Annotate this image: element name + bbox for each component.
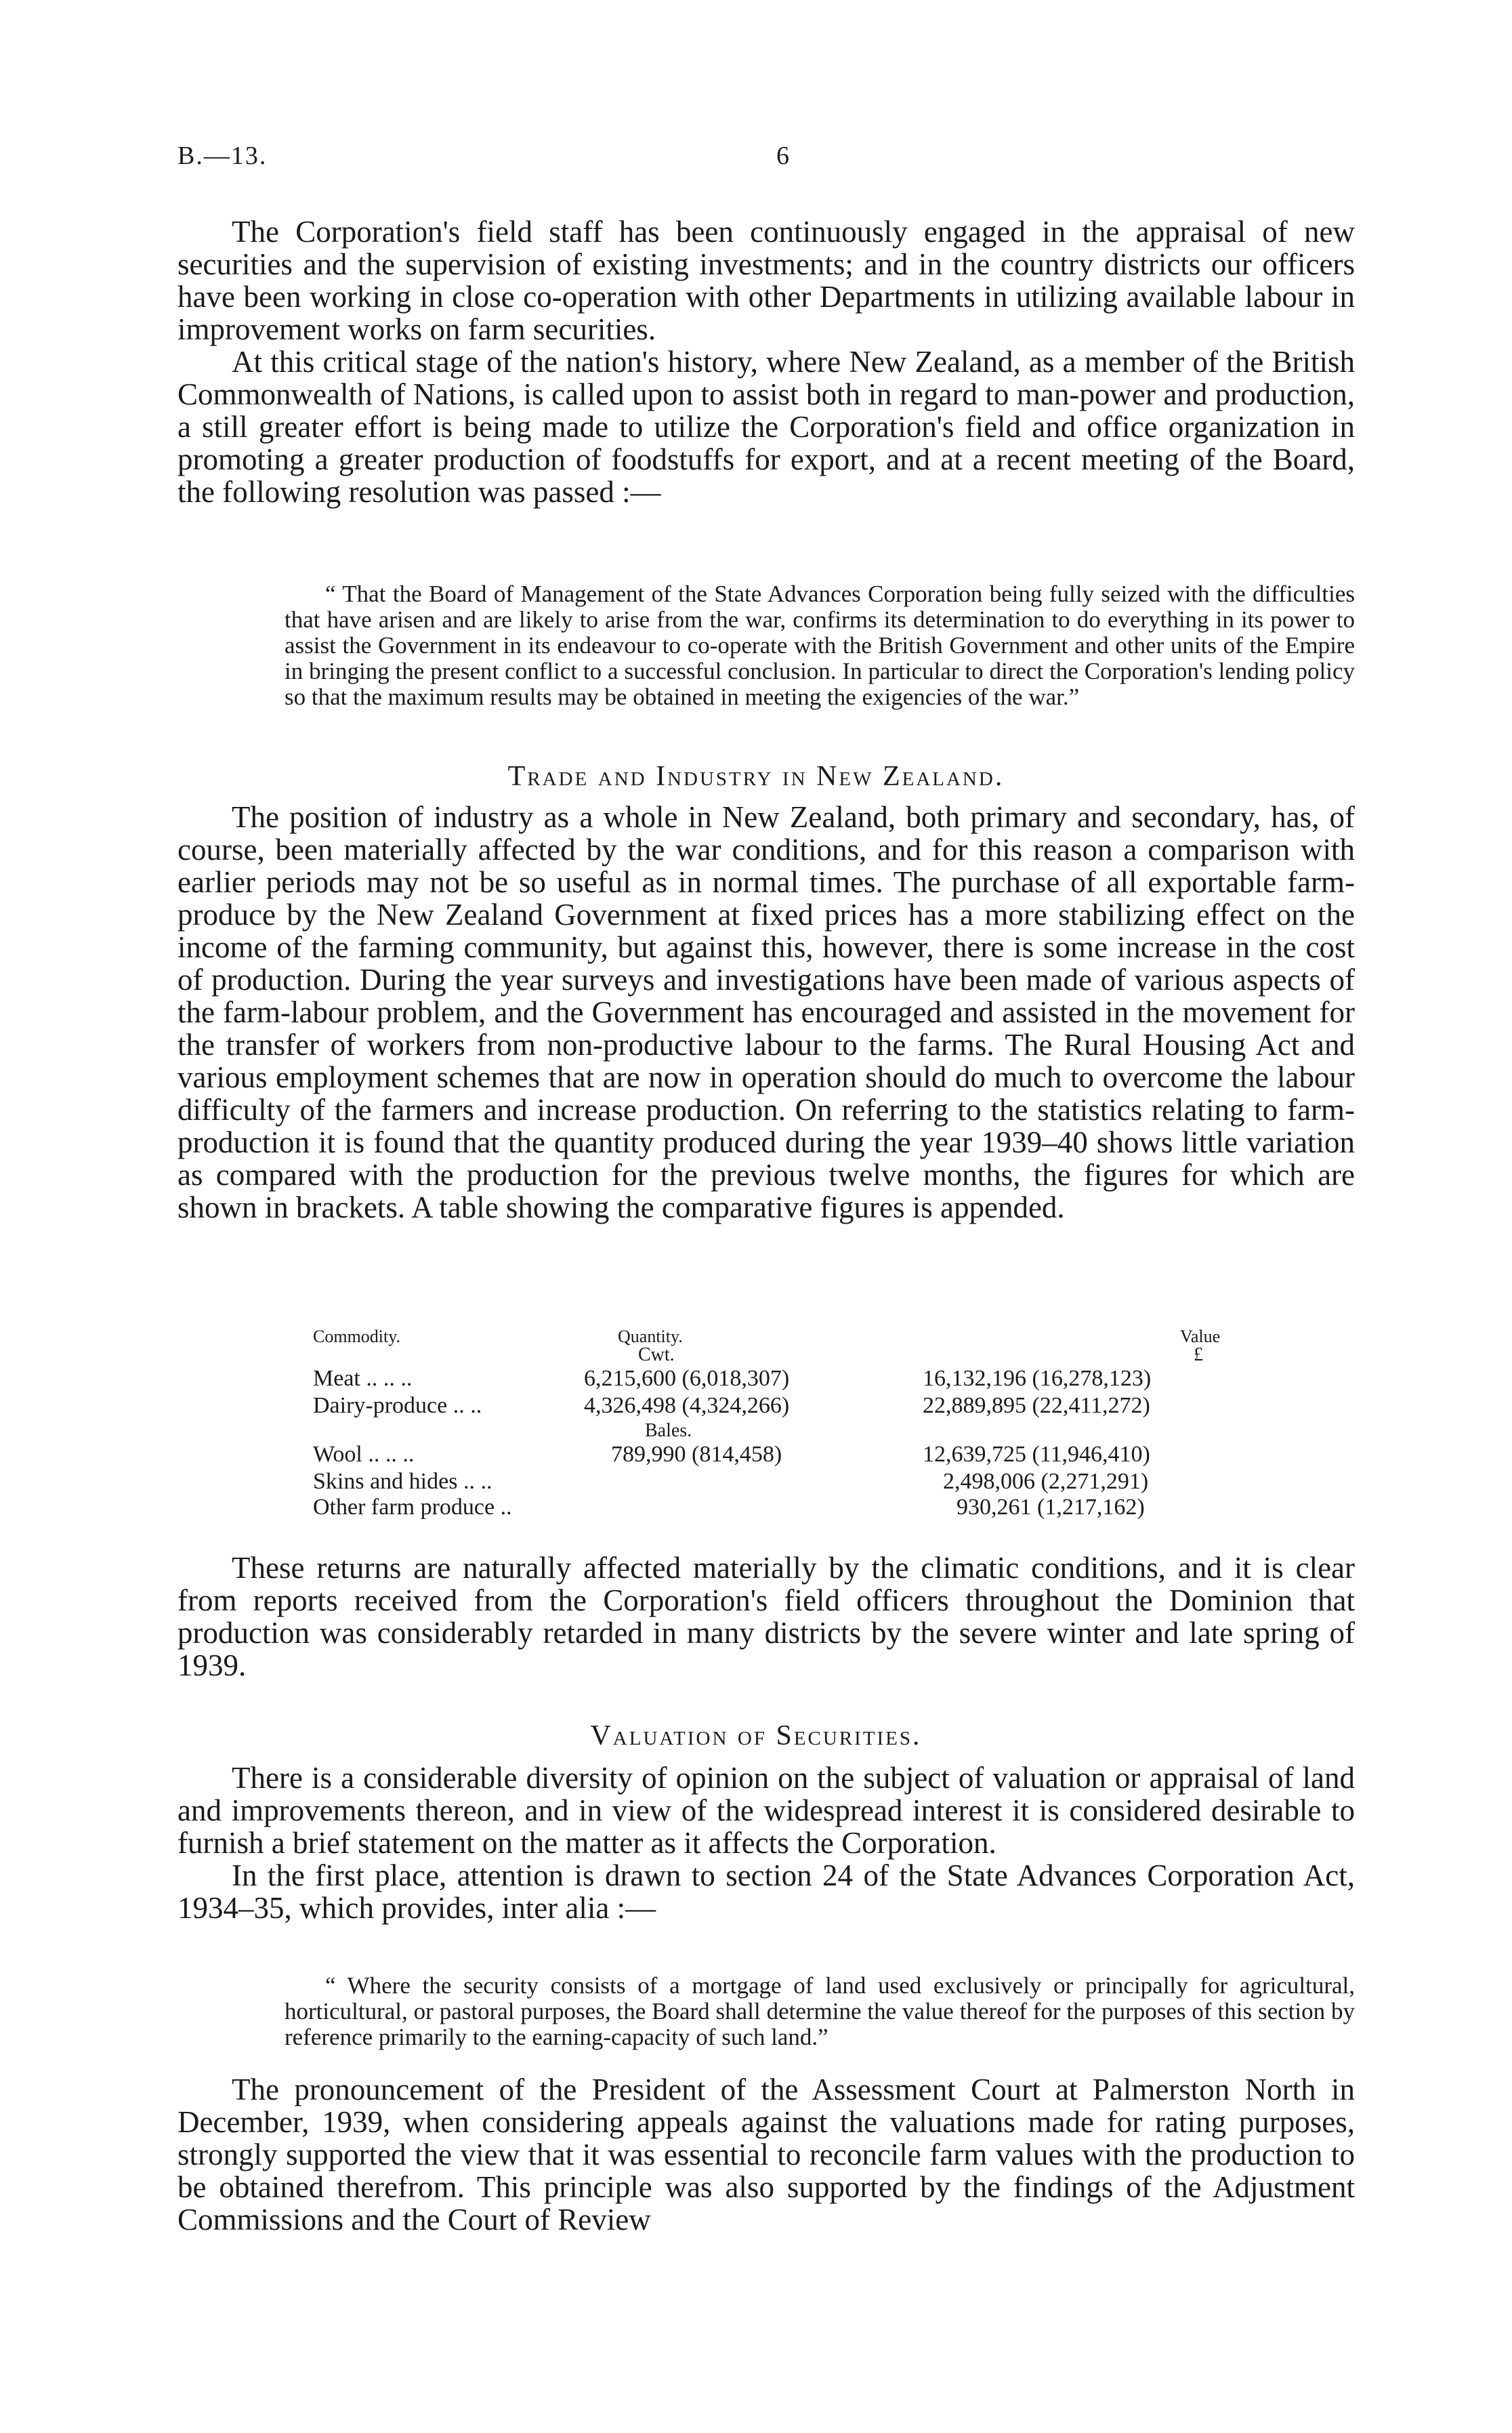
production-table (177, 1327, 1355, 1520)
table-row (177, 1366, 1355, 1394)
unit-cwt: Cwt. (638, 1344, 675, 1365)
heading-valuation: Valuation of Securities. (590, 1720, 922, 1751)
value-cell: 2,498,006 (2,271,291) (943, 1469, 1149, 1494)
trade-paragraph-block (177, 801, 1355, 1224)
quantity-cell: 6,215,600 (6,018,307) (584, 1366, 790, 1391)
page-number: 6 (776, 142, 789, 170)
value-cell: 12,639,725 (11,946,410) (923, 1442, 1150, 1467)
paragraph-critical-stage: At this critical stage of the nation's history, where New Zealand, as a member of the British Commonwealth of Nations, is called upon to assist both in regard to man-power and production, a still greater effort is being made to utilize the Corporation's field and office organization in promoting a greater production of foodstuffs for export, and at a recent meeting of the Board, the following resolution was passed :— (177, 345, 1355, 509)
unit-pounds: £ (1194, 1344, 1203, 1365)
paragraph-valuation: There is a considerable diversity of opinion on the subject of valuation or appraisal of land and improvements thereon, and in view of the widespread interest it is considered desirable to furnish a brief statement on the matter as it affects the Corporation. (177, 1761, 1355, 1860)
section-quote (285, 1973, 1355, 2050)
paragraph-pronouncement: The pronouncement of the President of the Assessment Court at Palmerston North in December, 1939, when considering appeals against the valuations made for rating purposes, strongly supported the view that it was essential to reconcile farm values with the production to be obtained therefrom. This principle was also supported by the findings of the Adjustment Commissions and the Court of Review (177, 2073, 1355, 2237)
value-cell: 16,132,196 (16,278,123) (923, 1366, 1152, 1391)
unit-bales: Bales. (645, 1420, 692, 1441)
field-staff-paragraph-block (177, 215, 1355, 508)
document-reference: B.—13. (177, 142, 268, 170)
quote-resolution-text: “ That the Board of Management of the State Advances Corporation being fully seized with the difficulties that have arisen and are likely to arise from the war, confirms its determination to do everything in its power to assist the Government in its endeavour to co-operate with the British Government and other units of the Empire in bringing the present conflict to a successful conclusion. In particular to direct the Corporation's lending policy so that the maximum results may be obtained in meeting the exigencies of the war.” (285, 581, 1355, 710)
paragraph-first-place: In the first place, attention is drawn to section 24 of the State Advances Corporation Act, 1934–35, which provides, inter alia :— (177, 1858, 1355, 1925)
header-commodity: Commodity. (313, 1327, 401, 1346)
commodity-cell: Wool .. .. .. (313, 1442, 415, 1467)
commodity-cell: Skins and hides .. .. (313, 1469, 492, 1494)
paragraph-field-staff: The Corporation's field staff has been continuously engaged in the appraisal of new securities and the supervision of existing investments; and in the country districts our officers have been working in close co-operation with other Departments in utilizing available labour in improvement works on farm securities. (177, 215, 1355, 346)
header-quantity: Quantity. (618, 1327, 683, 1346)
value-cell: 22,889,895 (22,411,272) (923, 1393, 1150, 1418)
quantity-cell: 789,990 (814,458) (611, 1442, 782, 1467)
commodity-cell: Meat .. .. .. (313, 1366, 413, 1391)
header-value: Value (1180, 1327, 1221, 1346)
value-cell: 930,261 (1,217,162) (957, 1495, 1145, 1520)
quote-section-text: “ Where the security consists of a mortgage of land used exclusively or principally for agricultural, horticultural, or pastoral purposes, the Board shall determine the value thereof for the purposes of this section by reference primarily to the earning-capacity of such land.” (285, 1972, 1355, 2050)
paragraph-returns: These returns are naturally affected materially by the climatic conditions, and it is clear from reports received from the Corporation's field officers throughout the Dominion that production was considerably retarded in many districts by the severe winter and late spring of 1939. (177, 1551, 1355, 1682)
table-row (177, 1469, 1355, 1497)
heading-trade-and-industry: Trade and Industry in New Zealand. (507, 761, 1005, 792)
pronouncement-paragraph-block (177, 2073, 1355, 2236)
valuation-paragraph-block (177, 1762, 1355, 1924)
commodity-cell: Other farm produce .. (313, 1495, 512, 1520)
commodity-cell: Dairy-produce .. .. (313, 1393, 482, 1418)
table-row (177, 1393, 1355, 1421)
paragraph-trade: The position of industry as a whole in New Zealand, both primary and secondary, has, of course, been materially affected by the war conditions, and for this reason a comparison with earlier periods may not be so useful as in normal times. The purchase of all exportable farm-produce by the New Zealand Government at fixed prices has a more stabilizing effect on the income of the farming community, but against this, however, there is some increase in the cost of production. During the year surveys and investigations have been made of various aspects of the farm-labour problem, and the Government has encouraged and assisted in the movement for the transfer of workers from non-productive labour to the farms. The Rural Housing Act and various employment schemes that are now in operation should do much to overcome the labour difficulty of the farmers and increase production. On referring to the statistics relating to farm-production it is found that the quantity produced during the year 1939–40 shows little variation as compared with the production for the previous twelve months, the figures for which are shown in brackets. A table showing the comparative figures is appended. (177, 800, 1355, 1224)
table-row (177, 1442, 1355, 1470)
table-row (177, 1495, 1355, 1523)
quantity-cell: 4,326,498 (4,324,266) (584, 1393, 790, 1418)
returns-paragraph-block (177, 1552, 1355, 1682)
resolution-quote (285, 581, 1355, 710)
